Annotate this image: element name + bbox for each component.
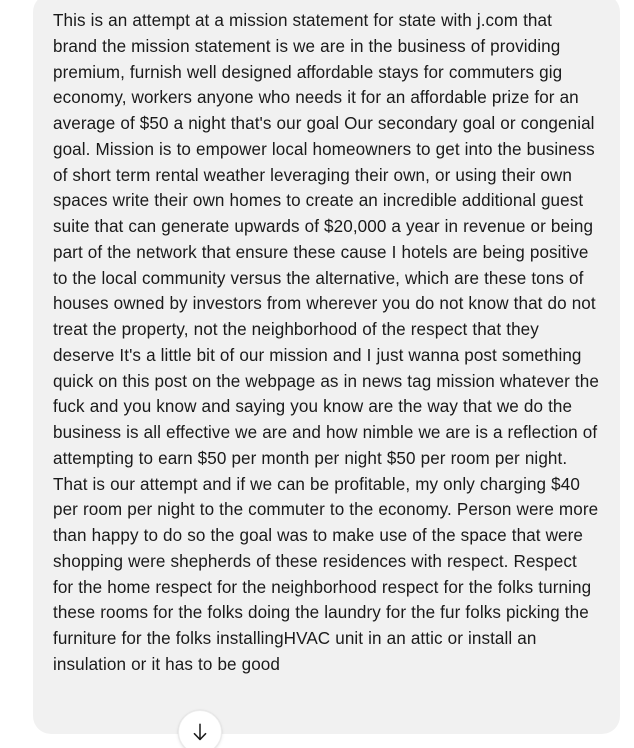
message-text: This is an attempt at a mission statement for state with j.com that brand the mission statement is we are in the business of providing premium, furnish well designed affordable stays for commuters gig economy, workers anyone who needs it for an affordable prize for an average of $50 a night that's our goal Our secondary goal or congenial goal. Mission is to empower local homeowners to get into the business of short term rental weather leveraging their own, or using their own spaces write their own homes to create an incredible additional guest suite that can generate upwards of $20,000 a year in revenue or being part of the network that ensure these cause I hotels are being positive to the local community versus the alternative, which are these tons of houses owned by investors from wherever you do not know that do not treat the property, not the neighborhood of the respect that they deserve It's a little bit of our mission and I just wanna post something quick on this post on the webpage as in news tag mission whatever the fuck and you know and saying you know are the way that we do the business is all effective we are and how nimble we are is a reflection of attempting to earn $50 per month per night $50 per room per night. That is our attempt and if we can be profitable, my only charging $40 per room per night to the commuter to the economy. Person were more than happy to do so the goal was to make use of the space that were shopping were shepherds of these residences with respect. Respect for the home respect for the neighborhood respect for the folks turning these rooms for the folks doing the laundry for the fur folks picking the furniture for the folks installingHVAC unit in an attic or install an insulation or it has to be good xyxy=(53,11,604,674)
arrow-down-icon xyxy=(189,721,211,743)
scroll-to-bottom-button[interactable] xyxy=(178,710,222,748)
message-bubble xyxy=(33,0,620,734)
